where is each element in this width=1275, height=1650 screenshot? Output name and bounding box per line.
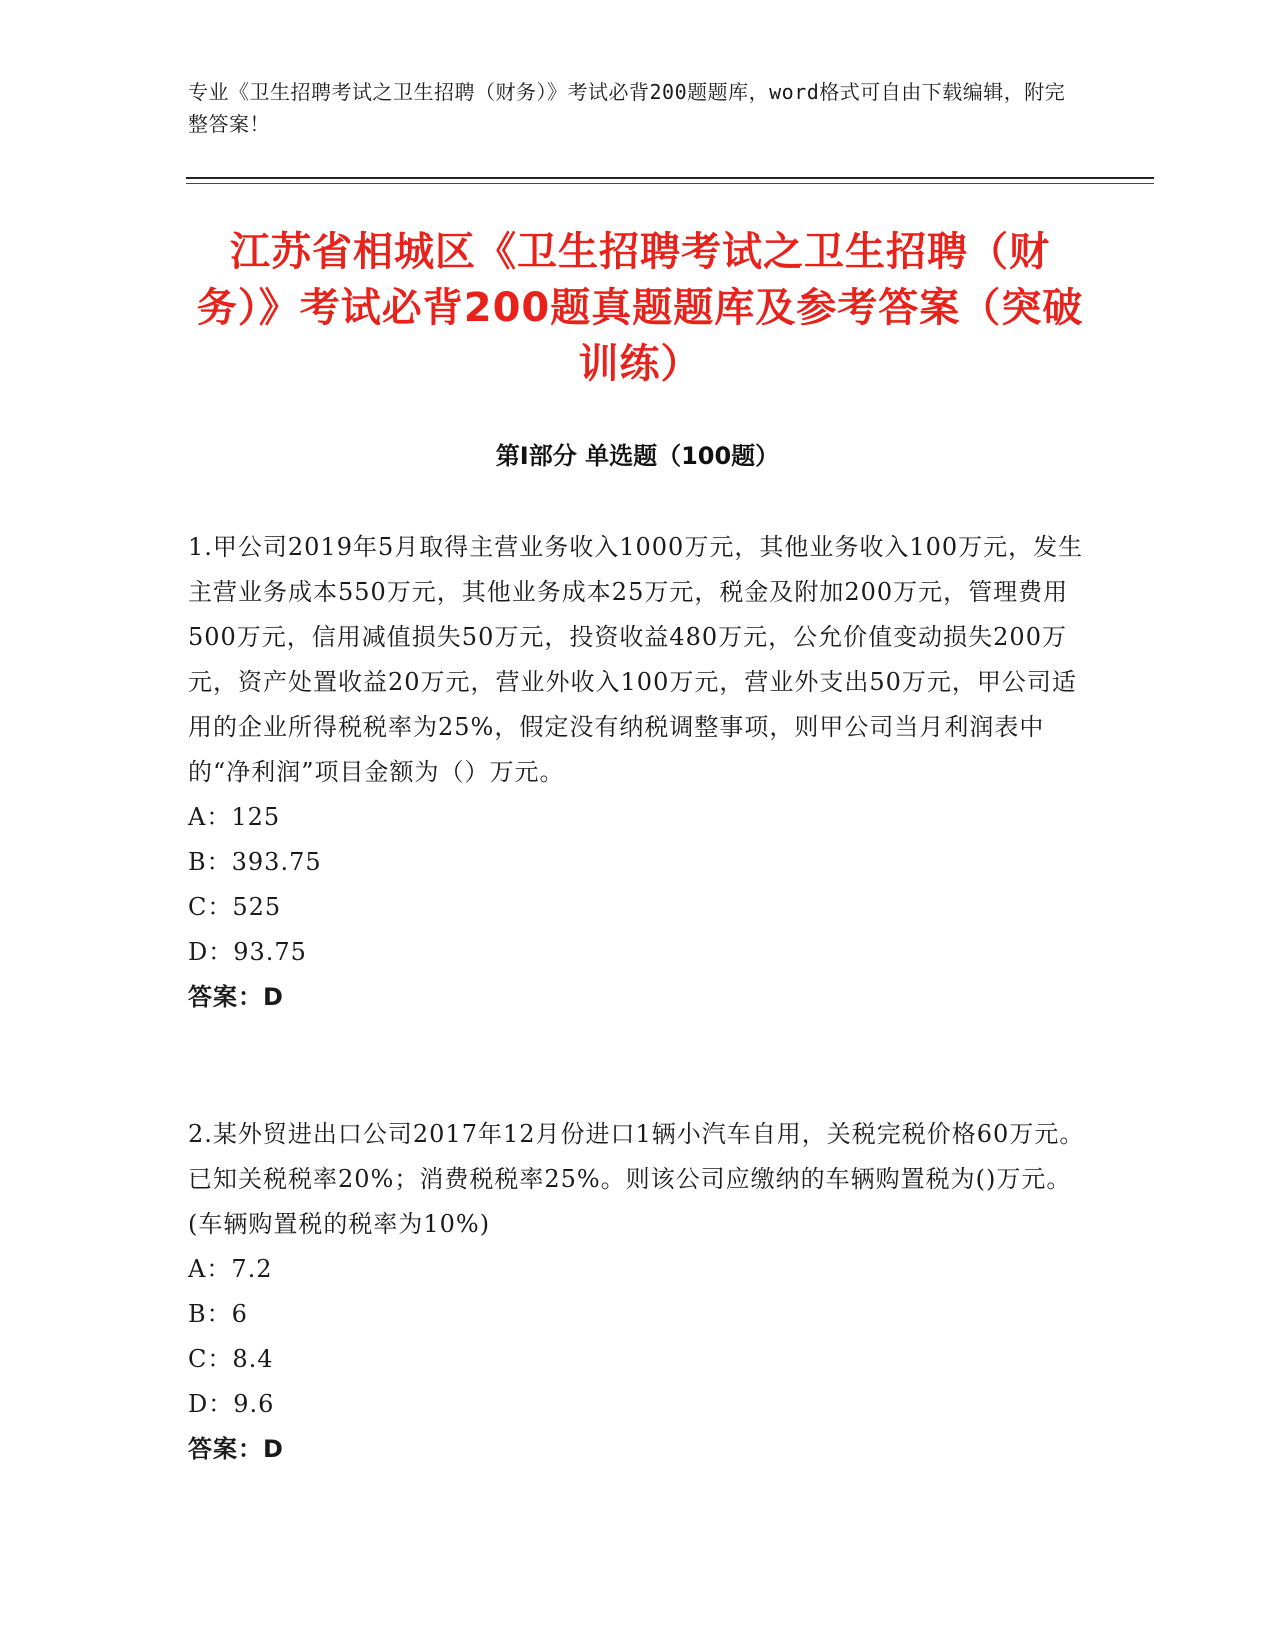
question-block [188, 525, 1088, 1020]
option-d: D：9.6 [188, 1390, 275, 1418]
option-b: B：393.75 [188, 848, 322, 876]
question-block [188, 1112, 1088, 1472]
document-title: 江苏省相城区《卫生招聘考试之卫生招聘（财务）》考试必背200题真题题库及参考答案（突破训练） [196, 229, 1084, 387]
answer-line: 答案：D [188, 983, 284, 1011]
option-a: A：7.2 [188, 1255, 273, 1283]
option-b: B：6 [188, 1300, 248, 1328]
question-stem: 2.某外贸进出口公司2017年12月份进口1辆小汽车自用，关税完税价格60万元。已知关税税率20%；消费税税率25%。则该公司应缴纳的车辆购置税为()万元。(车辆购置税的税率为10%) [188, 1120, 1085, 1238]
answer-line: 答案：D [188, 1435, 284, 1463]
header-divider-thick [186, 177, 1154, 179]
header-note: 专业《卫生招聘考试之卫生招聘（财务）》考试必背200题题库，word格式可自由下载编辑，附完整答案！ [188, 80, 1066, 136]
section-heading: 第Ⅰ部分 单选题（100题） [495, 442, 780, 470]
option-c: C：8.4 [188, 1345, 274, 1373]
option-a: A：125 [188, 803, 281, 831]
question-stem: 1.甲公司2019年5月取得主营业务收入1000万元，其他业务收入100万元，发生主营业务成本550万元，其他业务成本25万元，税金及附加200万元，管理费用500万元，信用减值损失50万元，投资收益480万元，公允价值变动损失200万元，资产处置收益20万元，营业外收入100万元，营业外支出50万元，甲公司适用的企业所得税税率为25%，假定没有纳税调整事项，则甲公司当月利润表中的“净利润”项目金额为（）万元。 [188, 533, 1084, 786]
header-divider-thin [186, 183, 1154, 184]
option-d: D：93.75 [188, 938, 307, 966]
option-c: C：525 [188, 893, 282, 921]
